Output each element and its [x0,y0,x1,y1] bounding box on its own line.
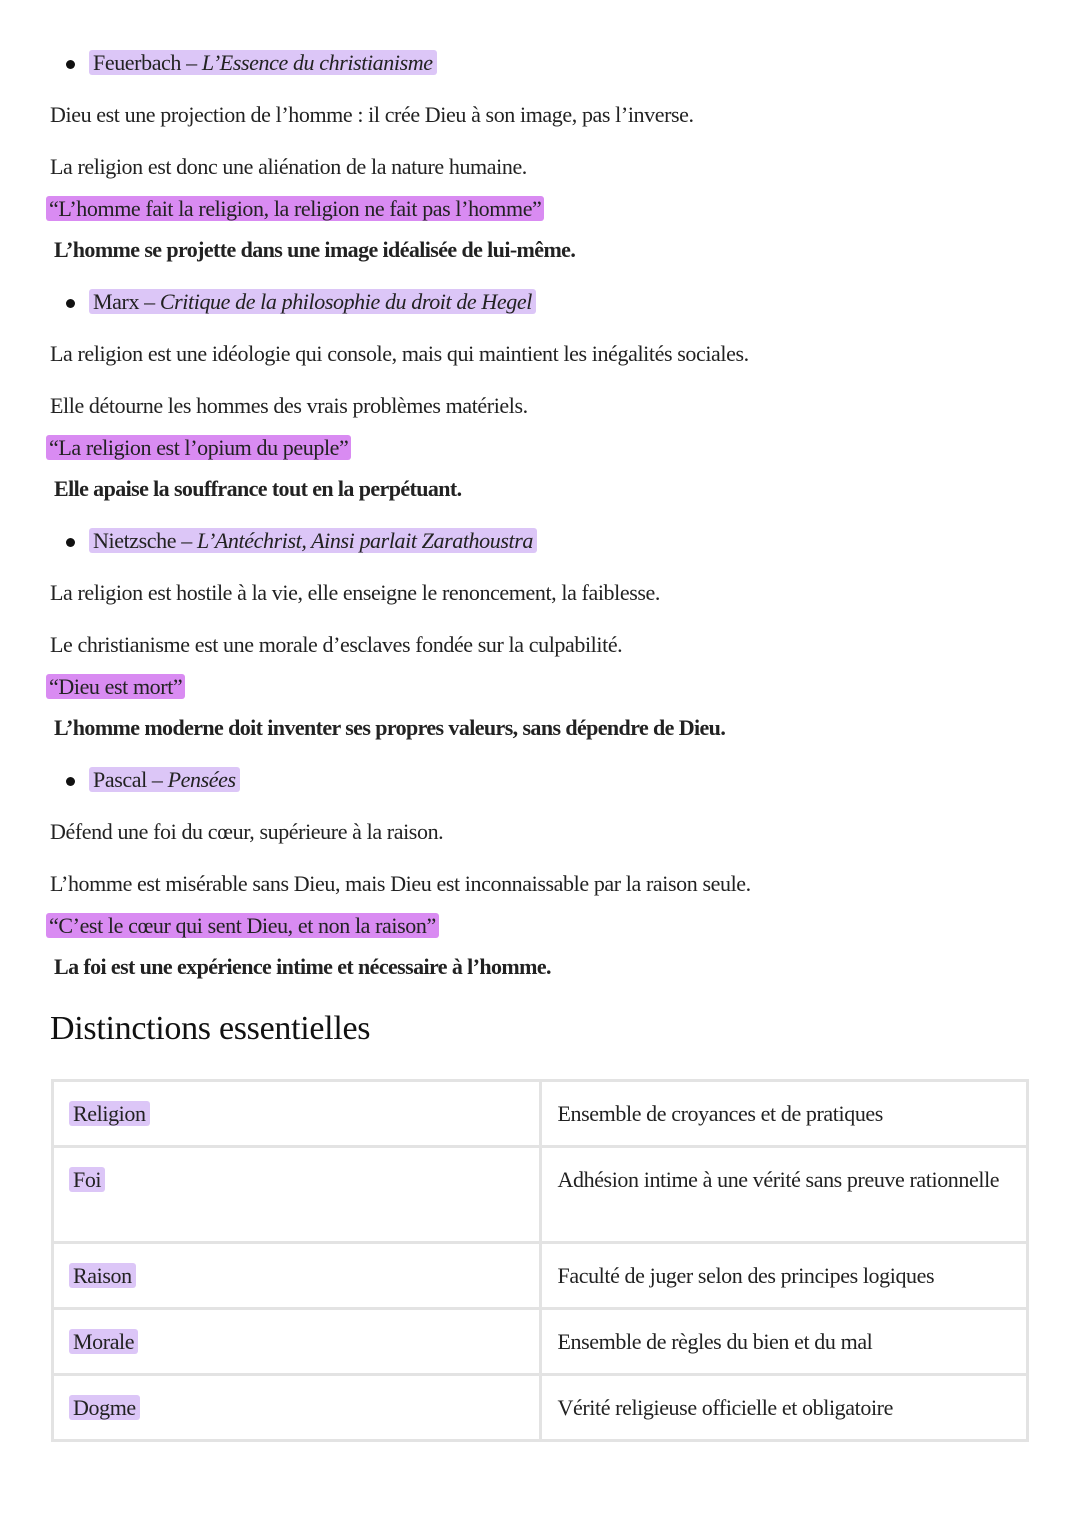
dash-separator: – [146,767,168,792]
table-row [53,1375,1028,1441]
quote-line [50,432,1030,463]
work-title: Critique de la philosophie du droit de Hegel [159,289,532,314]
paragraph: La religion est donc une aliénation de la nature humaine. [50,154,527,179]
author-work-highlight [89,289,536,314]
term-label: Morale [69,1329,138,1354]
bullet-item-feuerbach [50,37,1030,89]
bullet-icon [66,299,75,308]
term-label: Raison [69,1263,136,1288]
paragraph: Défend une foi du cœur, supérieure à la raison. [50,819,444,844]
paragraph: Dieu est une projection de l’homme : il crée Dieu à son image, pas l’inverse. [50,102,694,127]
paragraph: La religion est hostile à la vie, elle enseigne le renoncement, la faiblesse. [50,580,661,605]
paragraph: L’homme est misérable sans Dieu, mais Dieu est inconnaissable par la raison seule. [50,871,751,896]
quote-explanation: Elle apaise la souffrance tout en la perpétuant. [54,476,462,501]
author-work-highlight [89,767,240,792]
quote-line [50,671,1030,702]
bullet-item-pascal [50,754,1030,806]
dash-separator: – [139,289,160,314]
term-cell [53,1081,541,1147]
paragraph: Elle détourne les hommes des vrais problèmes matériels. [50,393,528,418]
author-work-highlight [89,50,437,75]
definition-cell: Adhésion intime à une vérité sans preuve rationnelle [540,1147,1028,1243]
author-name: Marx [93,289,140,314]
definition-cell: Ensemble de règles du bien et du mal [540,1309,1028,1375]
term-label: Foi [69,1167,105,1192]
quote-line [50,910,1030,941]
quote-explanation: L’homme se projette dans une image idéalisée de lui-même. [54,237,576,262]
bullet-item-nietzsche [50,515,1030,567]
bullet-icon [66,538,75,547]
distinctions-table [51,1079,1029,1442]
bullet-item-marx [50,276,1030,328]
author-name: Pascal [93,767,147,792]
quote-highlight: “Dieu est mort” [46,674,185,699]
table-row [53,1309,1028,1375]
term-cell [53,1309,541,1375]
section-heading: Distinctions essentielles [50,1010,371,1047]
author-name: Feuerbach [93,50,182,75]
table-row [53,1081,1028,1147]
term-cell [53,1147,541,1243]
term-label: Religion [69,1101,150,1126]
quote-explanation: L’homme moderne doit inventer ses propres valeurs, sans dépendre de Dieu. [54,715,726,740]
author-name: Nietzsche [93,528,177,553]
paragraph: Le christianisme est une morale d’esclaves fondée sur la culpabilité. [50,632,623,657]
author-work-highlight [89,528,537,553]
quote-highlight: “La religion est l’opium du peuple” [46,435,351,460]
definition-cell: Faculté de juger selon des principes logiques [540,1243,1028,1309]
work-title: Pensées [167,767,236,792]
quote-highlight: “L’homme fait la religion, la religion ne fait pas l’homme” [46,196,544,221]
document [50,37,1030,1065]
quote-explanation: La foi est une expérience intime et nécessaire à l’homme. [54,954,551,979]
bullet-icon [66,60,75,69]
work-title: L’Antéchrist, Ainsi parlait Zarathoustra [196,528,533,553]
term-cell [53,1243,541,1309]
work-title: L’Essence du christianisme [201,50,433,75]
bullet-icon [66,777,75,786]
dash-separator: – [181,50,202,75]
table-row [53,1243,1028,1309]
paragraph: La religion est une idéologie qui console, mais qui maintient les inégalités sociales. [50,341,749,366]
quote-highlight: “C’est le cœur qui sent Dieu, et non la raison” [46,913,439,938]
quote-line [50,193,1030,224]
term-label: Dogme [69,1395,140,1420]
table-row [53,1147,1028,1243]
definition-cell: Ensemble de croyances et de pratiques [540,1081,1028,1147]
definition-cell: Vérité religieuse officielle et obligatoire [540,1375,1028,1441]
dash-separator: – [176,528,197,553]
term-cell [53,1375,541,1441]
